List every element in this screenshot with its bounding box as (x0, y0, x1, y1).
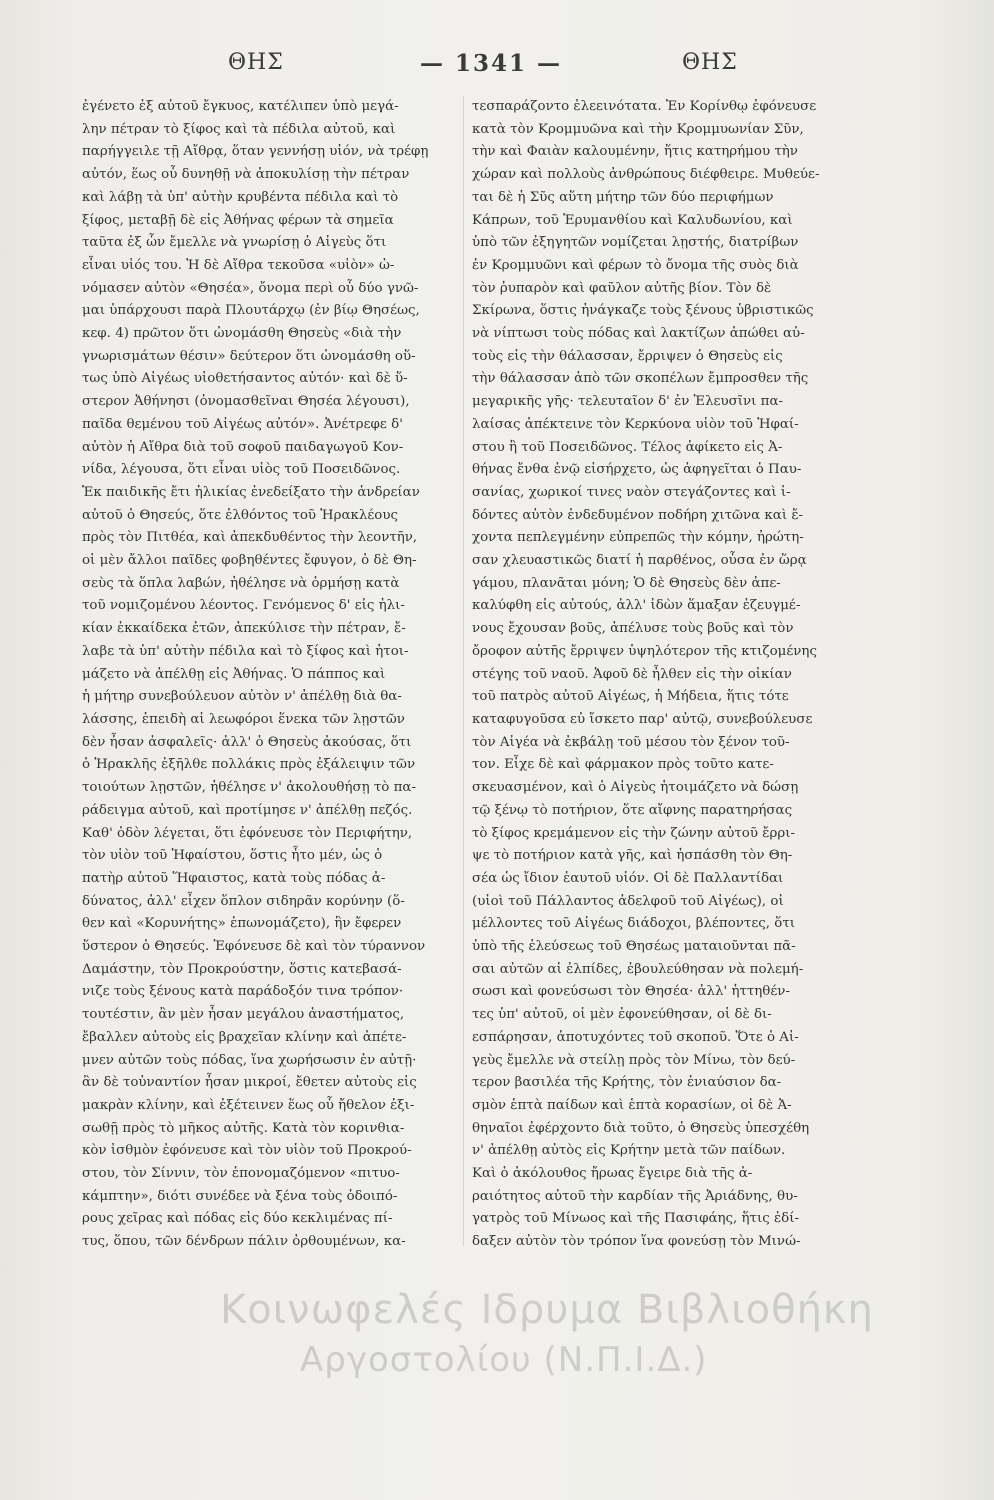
text-line: Ἐκ παιδικῆς ἔτι ἡλικίας ἐνεδείξατο τὴν ἀνδρείαν (82, 484, 420, 500)
text-line: τὸν Αἰγέα νὰ ἐκβάλῃ τοῦ μέσου τὸν ξένον τοῦ- (472, 734, 790, 750)
text-line: αὐτὸν ἡ Αἴθρα διὰ τοῦ σοφοῦ παιδαγωγοῦ Κον- (82, 439, 404, 455)
text-line: ὑπὸ τῆς ἐλεύσεως τοῦ Θησέως ματαιοῦνται πᾶ- (472, 939, 796, 955)
text-line: μαι ὑπάρχουσι παρὰ Πλουτάρχῳ (ἐν βίῳ Θησέως, (82, 303, 420, 319)
text-line: τὸν ῥυπαρὸν καὶ φαῦλον αὐτῆς βίον. Τὸν δὲ (472, 280, 772, 296)
text-line: πατὴρ αὐτοῦ Ἥφαιστος, κατὰ τοὺς πόδας ἀ- (82, 870, 386, 886)
text-line: σεὺς τὰ ὅπλα λαβών, ἠθέλησε νὰ ὁρμήσῃ κατὰ (82, 575, 400, 591)
text-line: μεγαρικῆς γῆς· τελευταῖον δ' ἐν Ἐλευσῖνι πα- (472, 394, 784, 410)
text-line: λην πέτραν τὸ ξίφος καὶ τὰ πέδιλα αὐτοῦ, καὶ (82, 121, 396, 137)
right-headword: ΘΗΣ (682, 50, 738, 75)
text-line: γνωρισμάτων θέσιν» δεύτερον ὅτι ὠνομάσθη οὕ- (82, 348, 416, 364)
text-line: καὶ λάβῃ τὰ ὑπ' αὐτὴν κρυβέντα πέδιλα καὶ τὸ (82, 189, 399, 205)
text-line: κεφ. 4) πρῶτον ὅτι ὠνομάσθη Θησεὺς «διὰ τὴν (82, 326, 402, 342)
text-line: θεν καὶ «Κορυνήτης» ἐπωνομάζετο), ἣν ἔφερεν (82, 916, 402, 932)
text-line: αὐτοῦ ὁ Θησεύς, ὅτε ἐλθόντος τοῦ Ἡρακλέους (82, 507, 398, 523)
text-line: μνεν αὐτῶν τοὺς πόδας, ἵνα χωρήσωσιν ἐν αὐτῇ· (82, 1052, 417, 1068)
text-line: ρους χεῖρας καὶ πόδας εἰς δύο κεκλιμένας πί- (82, 1211, 393, 1227)
text-line: τεσπαράζοντο ἐλεεινότατα. Ἐν Κορίνθῳ ἐφόνευσε (472, 99, 817, 114)
text-line: Καὶ ὁ ἀκόλουθος ἤρωας ἔγειρε διὰ τῆς ἀ- (472, 1166, 753, 1182)
text-line: ἔβαλλεν αὐτοὺς εἰς βραχεῖαν κλίνην καὶ ἀπέτε- (82, 1029, 407, 1045)
text-line: λαίσας ἀπέκτεινε τὸν Κερκύονα υἱὸν τοῦ Ἡφαί- (472, 416, 799, 432)
text-line: τες ὑπ' αὐτοῦ, οἱ μὲν ἐφονεύθησαν, οἱ δὲ δι- (472, 1007, 772, 1023)
text-line: κάμπτην», διότι συνέδεε νὰ ξένα τοὺς ὁδοιπό- (82, 1188, 398, 1204)
text-line: νίδα, λέγουσα, ὅτι εἶναι υἱὸς τοῦ Ποσειδῶνος. (82, 462, 401, 478)
text-line: νόμασεν αὐτὸν «Θησέα», ὄνομα περὶ οὗ δύο γνῶ- (82, 280, 419, 296)
text-line: τοῦ νομιζομένου λέοντος. Γενόμενος δ' εἰς ἡλι- (82, 598, 405, 614)
text-line: μάζετο νὰ ἀπέλθῃ εἰς Ἀθήνας. Ὁ πάππος καὶ (82, 666, 386, 682)
text-line: τοὺς εἰς τὴν θάλασσαν, ἔρριψεν ὁ Θησεὺς εἰς (472, 348, 783, 364)
text-line: τον. Εἶχε δὲ καὶ φάρμακον πρὸς τοῦτο κατε- (472, 757, 774, 773)
text-line: ταῦτα ἐξ ὧν ἔμελλε νὰ γνωρίσῃ ὁ Αἰγεὺς ὅτι (82, 235, 387, 251)
text-line: ὑπὸ τῶν ἐξηγητῶν νομίζεται λῃστής, διατρίβων (472, 235, 799, 251)
text-line: αὐτόν, ἕως οὗ δυνηθῇ νὰ ἀποκυλίσῃ τὴν πέτραν (82, 167, 410, 183)
text-line: (υἱοὶ τοῦ Πάλλαντος ἀδελφοῦ τοῦ Αἰγέως), οἱ (472, 893, 784, 909)
text-line: νους ἔχουσαν βοῦς, ἀπέλυσε τοὺς βοῦς καὶ τὸν (472, 621, 794, 637)
text-line: χώραν καὶ πολλοὺς ἀνθρώπους διέφθειρε. Μυθεύε- (472, 167, 820, 183)
text-line: δόντες αὐτὸν ἐνδεδυμένον ποδήρη χιτῶνα καὶ ἔ- (472, 507, 804, 523)
text-line: ὁ Ἡρακλῆς ἐξῆλθε πολλάκις πρὸς ἐξάλειψιν τῶν (82, 757, 416, 773)
text-line: στου ἢ τοῦ Ποσειδῶνος. Τέλος ἀφίκετο εἰς Ἀ- (472, 439, 783, 455)
text-line: κὸν ἰσθμὸν ἐφόνευσε καὶ τὸν υἱὸν τοῦ Προκρού- (82, 1143, 412, 1159)
left-text-column (82, 96, 472, 1254)
text-line: σμὸν ἑπτὰ παίδων καὶ ἑπτὰ κορασίων, οἱ δὲ Ἀ- (472, 1097, 792, 1113)
text-line: σωθῇ πρὸς τὸ μῆκος αὐτῆς. Κατὰ τὸν κορινθια- (82, 1120, 405, 1136)
text-line: παῖδα θεμένου τοῦ Αἰγέως αὐτόν». Ἀνέτρεφε δ' (82, 416, 403, 432)
text-line: ἐν Κρομμυῶνι καὶ φέρων τὸ ὄνομα τῆς συὸς διὰ (472, 257, 799, 273)
text-line: κίαν ἑκκαίδεκα ἐτῶν, ἀπεκύλισε τὴν πέτραν, ἔ- (82, 621, 406, 637)
text-line: μακρὰν κλίνην, καὶ ἐξέτεινεν ἕως οὗ ἤθελον ἐξι- (82, 1097, 415, 1113)
text-line: στερον Ἀθήνησι (ὀνομασθεῖναι Θησέα λέγουσι), (82, 394, 410, 410)
text-line: εσπάρησαν, ἀποτυχόντες τοῦ σκοποῦ. Ὅτε ὁ Αἰ- (472, 1029, 799, 1045)
text-line: μέλλοντες τοῦ Αἰγέως διάδοχοι, βλέποντες, ὅτι (472, 916, 795, 932)
text-line: τυς, ὅπου, τῶν δένδρων πάλιν ὀρθουμένων, κα- (82, 1234, 406, 1250)
text-line: πρὸς τὸν Πιτθέα, καὶ ἀπεκδυθέντος τὴν λεοντῆν, (82, 530, 418, 546)
text-line: τουτέστιν, ἂν μὲν ἦσαν μεγάλου ἀναστήματος, (82, 1007, 405, 1023)
text-line: στου, τὸν Σίννιν, τὸν ἐπονομαζόμενον «πιτυο- (82, 1166, 400, 1182)
text-line: λαβε τὰ ὑπ' αὐτὴν πέδιλα καὶ τὸ ξίφος καὶ ἡτοι- (82, 643, 409, 659)
text-line: ράδειγμα αὐτοῦ, καὶ προτίμησε ν' ἀπέλθῃ πεζός. (82, 802, 413, 818)
text-line: στέγης τοῦ ναοῦ. Ἀφοῦ δὲ ἦλθεν εἰς τὴν οἰκίαν (472, 666, 792, 682)
text-line: σανίας, χωρικοί τινες ναὸν στεγάζοντες καὶ ἰ- (472, 484, 791, 500)
text-line: Κάπρων, τοῦ Ἐρυμανθίου καὶ Καλυδωνίου, καὶ (472, 212, 793, 228)
text-line: χοντα πεπλεγμένην εὐπρεπῶς τὴν κόμην, ἠρώτη- (472, 530, 804, 546)
right-text-column (472, 96, 892, 1254)
text-line: Καθ' ὁδὸν λέγεται, ὅτι ἐφόνευσε τὸν Περιφήτην, (82, 825, 413, 841)
page-number: — 1341 — (420, 50, 563, 77)
text-line: γατρὸς τοῦ Μίνωος καὶ τῆς Πασιφάης, ἥτις ἐδί- (472, 1211, 799, 1227)
text-line: τερον βασιλέα τῆς Κρήτης, τὸν ἐνιαύσιον δα- (472, 1075, 782, 1091)
text-line: τὸ ξίφος κρεμάμενον εἰς τὴν ζώνην αὐτοῦ ἔρρι- (472, 825, 795, 841)
text-line: εἶναι υἱός του. Ἡ δὲ Αἴθρα τεκοῦσα «υἱὸν» ὠ- (82, 257, 395, 273)
text-line: σαι αὐτῶν αἱ ἐλπίδες, ἐβουλεύθησαν νὰ πολεμή- (472, 961, 804, 977)
text-line: Σκίρωνα, ὅστις ἠνάγκαζε τοὺς ξένους ὑβριστικῶς (472, 303, 814, 319)
text-line: σκευασμένον, καὶ ὁ Αἰγεὺς ἡτοιμάζετο νὰ δώσῃ (472, 780, 799, 796)
text-line: κατὰ τὸν Κρομμυῶνα καὶ τὴν Κρομμυωνίαν Σῦν, (472, 121, 804, 137)
text-line: σωσι καὶ φονεύσωσι τὸν Θησέα· ἀλλ' ἡττηθέν- (472, 984, 790, 1000)
text-line: νὰ νίπτωσι τοὺς πόδας καὶ λακτίζων ἀπώθει αὐ- (472, 326, 805, 342)
text-line: λάσσης, ἐπειδὴ αἱ λεωφόροι ἕνεκα τῶν λῃστῶν (82, 711, 405, 727)
text-line: οἱ μὲν ἄλλοι παῖδες φοβηθέντες ἔφυγον, ὁ δὲ Θη- (82, 553, 417, 569)
text-line: καταφυγοῦσα εὐ ἴσκετο παρ' αὐτῷ, συνεβούλευσε (472, 711, 813, 727)
text-line: ψε τὸ ποτήριον κατὰ γῆς, καὶ ἠσπάσθη τὸν Θη- (472, 848, 793, 864)
text-line: ν' ἀπέλθῃ αὐτὸς εἰς Κρήτην μετὰ τῶν παίδων. (472, 1143, 786, 1159)
text-line: τως ὑπὸ Αἰγέως υἱοθετήσαντος αὐτόν· καὶ δὲ ὕ- (82, 371, 408, 387)
text-line: Δαμάστην, τὸν Προκρούστην, ὅστις κατεβασά- (82, 961, 402, 977)
text-line: γάμου, πλανᾶται μόνη; Ὁ δὲ Θησεὺς δὲν ἀπε- (472, 575, 781, 591)
text-line: ὄροφον αὐτῆς ἔρριψεν ὑψηλότερον τῆς κτιζομένης (472, 643, 817, 659)
text-line: θήνας ἔνθα ἐνῷ εἰσήρχετο, ὡς ἀφηγεῖται ὁ Παυ- (472, 462, 802, 478)
text-line: ται δὲ ἡ Σῦς αὕτη μήτηρ τῶν δύο περιφήμων (472, 189, 774, 205)
text-line: ξίφος, μεταβῇ δὲ εἰς Ἀθήνας φέρων τὰ σημεῖα (82, 212, 394, 228)
column-divider (463, 96, 464, 1246)
text-line: δαξεν αὐτὸν τὸν τρόπον ἵνα φονεύσῃ τὸν Μινώ- (472, 1234, 801, 1250)
text-line: ἐγένετο ἐξ αὐτοῦ ἔγκυος, κατέλιπεν ὑπὸ μεγά- (82, 99, 399, 114)
text-line: παρήγγειλε τῇ Αἴθρᾳ, ὅταν γεννήσῃ υἱόν, νὰ τρέφῃ (82, 144, 429, 160)
watermark-line-1: Κοινωφελές Ιδρυμα Βιβλιοθήκη (220, 1287, 874, 1333)
text-line: καλύφθη εἰς αὐτούς, ἀλλ' ἰδὼν ἅμαξαν ἐζευγμέ- (472, 598, 801, 614)
page-header (0, 50, 994, 100)
text-line: ἂν δὲ τοὐναντίον ἦσαν μικροί, ἔθετεν αὐτοὺς εἰς (82, 1075, 417, 1091)
text-line: δύνατος, ἀλλ' εἶχεν ὅπλον σιδηρᾶν κορύνην (ὅ- (82, 893, 405, 909)
text-line: σαν χλευαστικῶς διατί ἡ παρθένος, οὖσα ἐν ὥρᾳ (472, 553, 807, 569)
text-line: σέα ὡς ἴδιον ἑαυτοῦ υἱόν. Οἱ δὲ Παλλαντίδαι (472, 870, 784, 886)
watermark-line-2: Αργοστολίου (Ν.Π.Ι.Δ.) (300, 1340, 708, 1380)
left-headword: ΘΗΣ (228, 50, 284, 75)
text-line: τὴν θάλασσαν ἀπὸ τῶν σκοπέλων ἔμπροσθεν τῆς (472, 371, 809, 387)
text-line: τῷ ξένῳ τὸ ποτήριον, ὅτε αἴφνης παρατηρήσας (472, 802, 793, 818)
library-watermark (150, 1285, 950, 1385)
text-line: τοῦ πατρὸς αὐτοῦ Αἰγέως, ἡ Μήδεια, ἥτις τότε (472, 689, 789, 705)
text-line: τοιούτων λῃστῶν, ἠθέλησε ν' ἀκολουθήσῃ τὸ πα- (82, 780, 416, 796)
text-line: θηναῖοι ἐφέρχοντο διὰ τοῦτο, ὁ Θησεὺς ὑπεσχέθη (472, 1120, 810, 1136)
text-line: ἡ μήτηρ συνεβούλευον αὐτὸν ν' ἀπέλθῃ διὰ θα- (82, 689, 402, 705)
text-line: ραιότητος αὐτοῦ τὴν καρδίαν τῆς Ἀριάδνης, θυ- (472, 1188, 798, 1204)
text-line: νιζε τοὺς ξένους κατὰ παράδοξόν τινα τρόπον· (82, 984, 404, 1000)
text-line: γεὺς ἔμελλε νὰ στείλῃ πρὸς τὸν Μίνω, τὸν δεύ- (472, 1052, 796, 1068)
text-line: τὴν καὶ Φαιὰν καλουμένην, ἥτις κατηρήμου τὴν (472, 144, 798, 160)
text-line: δὲν ἦσαν ἀσφαλεῖς· ἀλλ' ὁ Θησεὺς ἀκούσας, ὅτι (82, 734, 412, 750)
text-line: ὕστερον ὁ Θησεύς. Ἐφόνευσε δὲ καὶ τὸν τύραννον (82, 939, 426, 955)
text-line: τὸν υἱὸν τοῦ Ἡφαίστου, ὅστις ἦτο μέν, ὡς ὁ (82, 848, 383, 864)
